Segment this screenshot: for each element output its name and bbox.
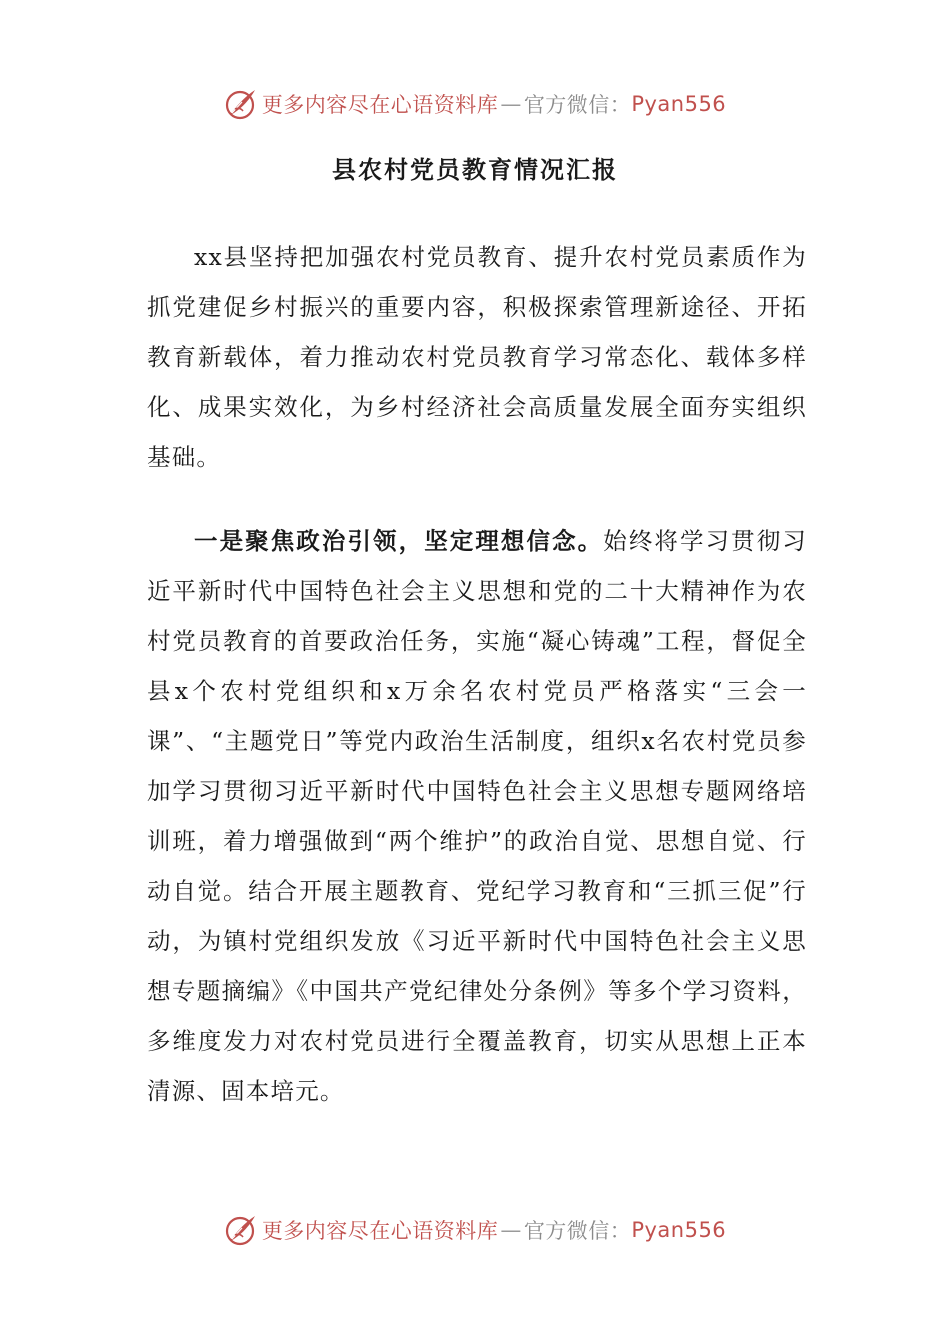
wechat-id: Pyan556	[631, 92, 727, 116]
paragraph-text	[147, 516, 807, 1116]
paragraph-intro	[147, 232, 807, 482]
paragraph-body: xx县坚持把加强农村党员教育、提升农村党员素质作为抓党建促乡村振兴的重要内容，积极探索管理新途径、开拓教育新载体，着力推动农村党员教育学习常态化、载体多样化、成果实效化，为乡村经济社会高质量发展全面夯实组织基础。	[147, 243, 807, 471]
document-title: 县农村党员教育情况汇报	[332, 155, 618, 184]
wechat-label: 官方微信：	[523, 93, 632, 117]
quill-pen-logo-icon	[224, 87, 258, 121]
quill-pen-logo-icon	[224, 1213, 258, 1247]
header-banner	[0, 84, 950, 124]
paragraph-body: 始终将学习贯彻习近平新时代中国特色社会主义思想和党的二十大精神作为农村党员教育的首要政治任务，实施“凝心铸魂”工程，督促全县x个农村党组织和x万余名农村党员严格落实“三会一课”、“主题党日”等党内政治生活制度，组织x名农村党员参加学习贯彻习近平新时代中国特色社会主义思想专题网络培训班，着力增强做到“两个维护”的政治自觉、思想自觉、行动自觉。结合开展主题教育、党纪学习教育和“三抓三促”行动，为镇村党组织发放《习近平新时代中国特色社会主义思想专题摘编》《中国共产党纪律处分条例》等多个学习资料，多维度发力对农村党员进行全覆盖教育，切实从思想上正本清源、固本培元。	[147, 527, 807, 1105]
paragraph-lead: 一是聚焦政治引领，坚定理想信念。	[194, 527, 604, 555]
wechat-id: Pyan556	[631, 1218, 727, 1242]
banner-separator: —	[500, 1218, 522, 1242]
paragraph-text	[147, 232, 807, 482]
wechat-label: 官方微信：	[523, 1219, 632, 1243]
paragraph-section-one	[147, 516, 807, 1116]
footer-banner	[0, 1210, 950, 1250]
banner-separator: —	[500, 92, 522, 116]
promo-text: 更多内容尽在心语资料库	[261, 1219, 499, 1243]
promo-text: 更多内容尽在心语资料库	[261, 93, 499, 117]
